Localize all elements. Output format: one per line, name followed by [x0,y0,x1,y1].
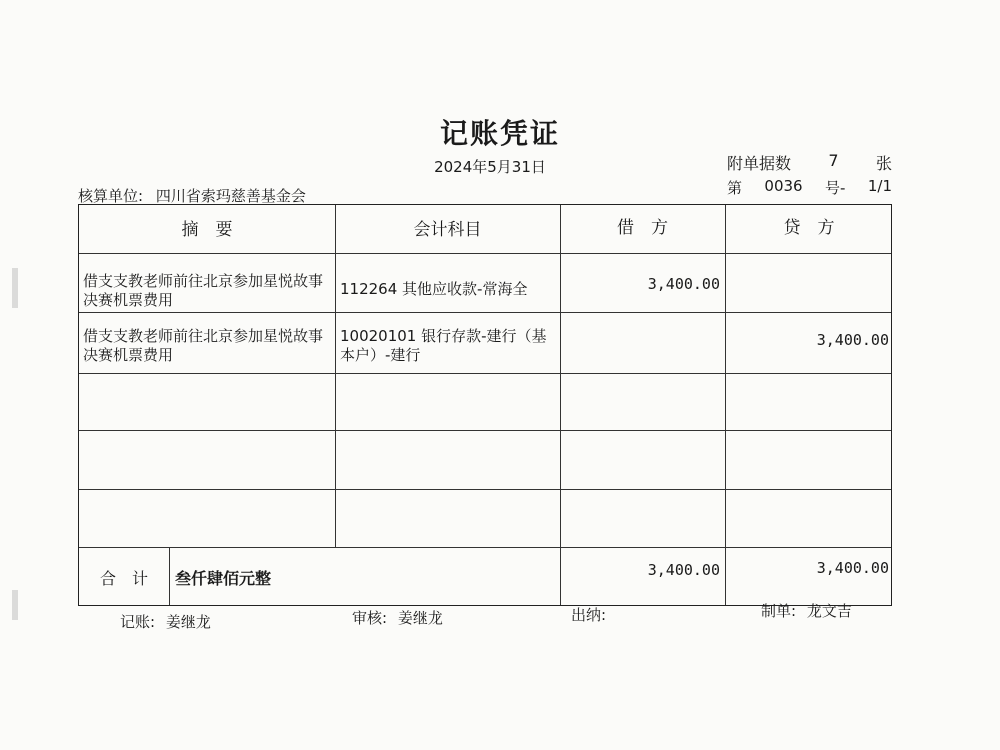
column-divider [560,205,561,605]
total-debit: 3,400.00 [647,561,720,579]
accounting-unit [78,185,306,206]
row-1-account: 112264 其他应收款-常海全 [340,280,528,298]
auditor-name: 姜继龙 [397,609,443,627]
signature-bookkeeper [120,611,211,632]
row-divider [79,312,891,313]
auditor-label: 审核: [352,609,388,627]
row-2-account: 10020101 银行存款-建行（基本户）-建行 [340,327,547,364]
header-debit: 借 方 [617,218,668,238]
signature-cashier [571,604,612,625]
scan-mark [12,268,18,308]
cashier-label: 出纳: [571,606,607,624]
voucher-number [727,177,892,198]
column-divider [169,547,170,605]
attachment-unit: 张 [875,154,892,173]
row-divider [79,489,891,490]
bookkeeper-label: 记账: [120,613,156,631]
row-divider [79,430,891,431]
row-divider [79,373,891,374]
header-summary: 摘 要 [181,220,233,240]
attachment-count [727,151,892,174]
header-account: 会计科目 [413,220,482,240]
attachment-number: 7 [828,151,839,170]
voucher-suffix: 号- [825,179,846,197]
signature-auditor [352,607,443,628]
voucher-title: 记账凭证 [439,117,560,150]
header-credit: 贷 方 [783,218,835,238]
row-2-summary: 借支支教老师前往北京参加星悦故事决赛机票费用 [83,327,324,364]
row-divider [79,547,891,548]
column-divider [335,205,336,547]
voucher-number-value: 0036 [764,177,803,195]
row-1-summary: 借支支教老师前往北京参加星悦故事决赛机票费用 [83,272,324,309]
unit-name: 四川省索玛慈善基金会 [155,187,306,205]
attachment-label: 附单据数 [727,154,792,173]
signature-maker [761,600,852,621]
maker-label: 制单: [761,602,797,620]
total-label: 合 计 [99,569,148,588]
voucher-page: 1/1 [867,177,892,195]
voucher-prefix: 第 [727,179,743,197]
row-divider [79,253,891,254]
row-1-debit: 3,400.00 [647,275,720,293]
voucher-date: 2024年5月31日 [434,158,546,176]
voucher-table [78,204,892,606]
total-amount-words: 叁仟肆佰元整 [175,569,272,588]
maker-name: 龙文吉 [806,602,852,620]
scan-mark [12,590,18,620]
row-2-credit: 3,400.00 [816,331,889,349]
total-credit: 3,400.00 [816,559,889,577]
unit-label: 核算单位: [78,187,144,205]
column-divider [725,205,726,605]
bookkeeper-name: 姜继龙 [165,613,211,631]
